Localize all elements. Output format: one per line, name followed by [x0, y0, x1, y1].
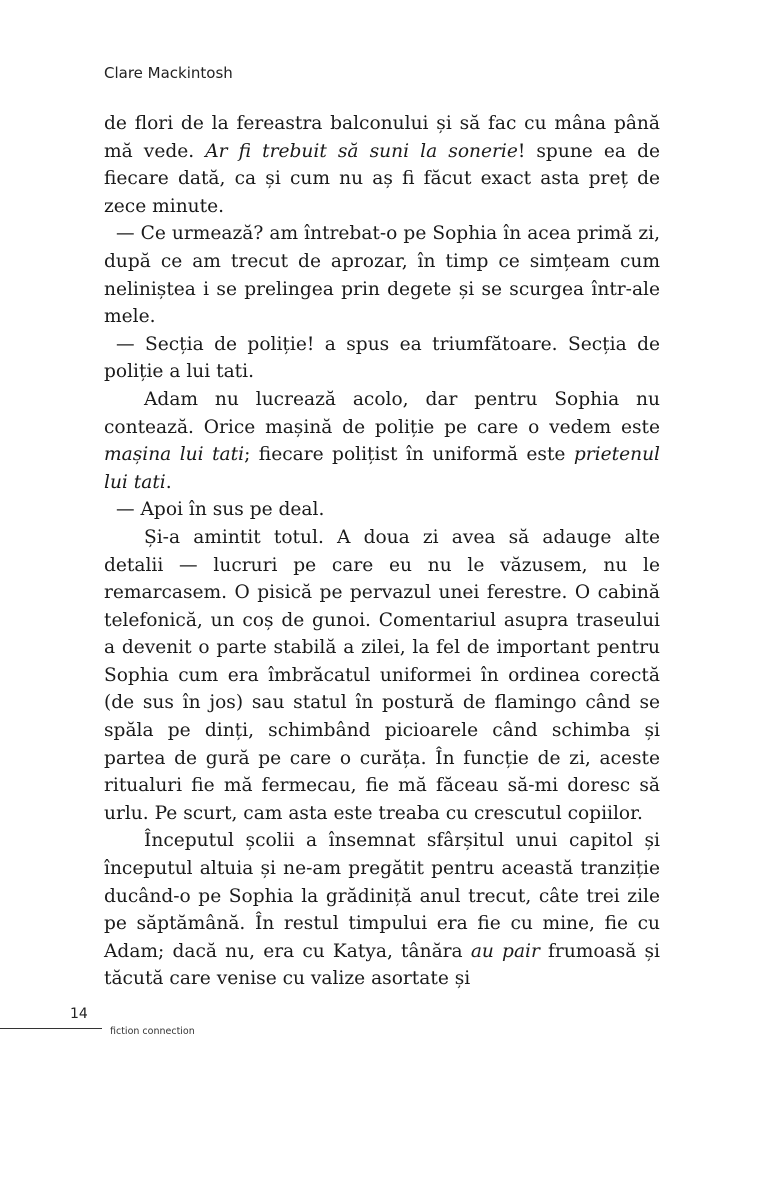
dialogue-paragraph: — Ce urmează? am întrebat-o pe Sophia în acea primă zi, după ce am trecut de aprozar, în timp ce simțeam cum neliniștea i se prelingea prin degete și se scurgea într-ale mele.	[104, 223, 660, 328]
paragraph	[104, 386, 660, 496]
italic-run: Ar fi trebuit să suni la sonerie	[205, 140, 518, 162]
text-run: de flori de la fereastra balconului și să fac cu mâna până mă vede.	[104, 113, 660, 162]
paragraph	[104, 827, 660, 993]
italic-run: prietenul lui tati	[104, 444, 661, 493]
dialogue-paragraph: — Secția de poliție! a spus ea triumfătoare. Secția de poliție a lui tati.	[104, 333, 660, 383]
running-header: Clare Mackintosh	[104, 64, 233, 82]
footer-label: fiction connection	[110, 1026, 195, 1037]
italic-run: mașina lui tati	[104, 444, 245, 466]
text-run: Începutul școlii a însemnat sfârșitul unui capitol și începutul altuia și ne-am pregătit pentru această tranziție ducând-o pe Sophia la grădiniță anul trecut, câte trei zile pe săptămână. În restul timpului era fie cu mine, fie cu Adam; dacă nu, era cu Katya, tânăra	[104, 830, 660, 962]
page-number: 14	[70, 1006, 88, 1022]
italic-run: au pair	[470, 940, 540, 962]
text-run: .	[165, 471, 172, 493]
paragraph	[104, 110, 660, 220]
text-run: frumoasă și tăcută care venise cu valize asortate și	[104, 940, 660, 990]
footer-rule	[0, 1028, 102, 1029]
text-run: Adam nu lucrează acolo, dar pentru Sophia nu contează. Orice mașină de poliție pe care o vedem este	[104, 388, 660, 438]
text-run: ! spune ea de fiecare dată, ca și cum nu aș fi făcut exact asta preț de zece minute.	[104, 140, 660, 217]
text-run: ; fiecare polițist în uniformă este	[244, 444, 574, 466]
body-text	[104, 110, 660, 993]
dialogue-paragraph: — Apoi în sus pe deal.	[116, 499, 325, 521]
paragraph: Și-a amintit totul. A doua zi avea să adauge alte detalii — lucruri pe care eu nu le văzusem, nu le remarcasem. O pisică pe pervazul unei ferestre. O cabină telefonică, un coș de gunoi. Comentariul asupra traseului a devenit o parte stabilă a zilei, la fel de important pentru Sophia cum era îmbrăcatul uniformei în ordinea corectă (de sus în jos) sau statul în postură de flamingo când se spăla pe dinți, schimbând picioarele când schimba și partea de gură pe care o curăța. În funcție de zi, aceste ritualuri fie mă fermecau, fie mă făceau să-mi doresc să urlu. Pe scurt, cam asta este treaba cu crescutul copiilor.	[104, 526, 660, 824]
